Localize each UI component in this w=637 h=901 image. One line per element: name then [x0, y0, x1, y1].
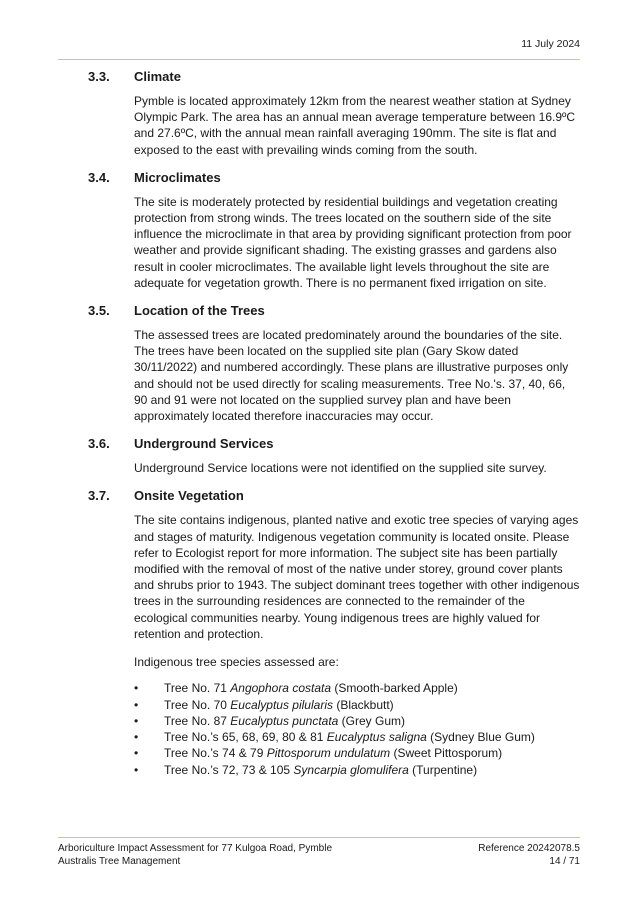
- header-date: 11 July 2024: [521, 38, 580, 50]
- species-tree-number: Tree No.’s 65, 68, 69, 80 & 81: [164, 730, 327, 745]
- species-list: [134, 680, 580, 778]
- species-botanical-name: Angophora costata: [230, 681, 332, 696]
- section-heading: [88, 436, 580, 458]
- section-title: Underground Services: [134, 436, 274, 452]
- section-number: 3.5.: [88, 303, 110, 319]
- footer-report-title: Arboriculture Impact Assessment for 77 Kulgoa Road, Pymble: [58, 843, 333, 854]
- section-paragraph: Underground Service locations were not identified on the supplied site survey.: [134, 461, 547, 476]
- species-list-item: [134, 713, 580, 729]
- section-paragraph: The site contains indigenous, planted native and exotic tree species of varying ages and stages of maturity. Indigenous vegetation community is located onsite. Please refer to Ecologist report for more information. The subject site has been partially modified with the removal of most of the native under storey, ground cover plants and shrubs prior to 1943. The subject dominant trees together with other indigenous trees in the surrounding residences are connected to the remainder of the ecological communities nearby. Young indigenous trees are highly valued for retention and protection.: [134, 513, 580, 641]
- footer-right: [478, 843, 580, 868]
- species-botanical-name: Eucalyptus saligna: [326, 730, 427, 745]
- species-botanical-name: Pittosporum undulatum: [266, 746, 391, 761]
- page-content: [88, 69, 580, 790]
- header-divider: [58, 59, 580, 60]
- section-paragraph: The assessed trees are located predominately around the boundaries of the site. The trees have been located on the supplied site plan (Gary Skow dated 30/11/2022) and numbered accordingly. These plans are illustrative purposes only and should not be used directly for scaling measurements. Tree No.'s. 37, 40, 66, 90 and 91 were not located on the supplied survey plan and have been approximately located therefore inaccuracies may occur.: [134, 328, 569, 424]
- species-list-item: [134, 745, 580, 761]
- section-heading: [88, 69, 580, 91]
- species-list-item: [134, 762, 580, 778]
- species-list-item: [134, 729, 580, 745]
- section-microclimates: [88, 170, 580, 291]
- species-tree-number: Tree No. 87: [164, 713, 231, 728]
- species-botanical-name: Eucalyptus pilularis: [230, 697, 333, 712]
- section-title: Location of the Trees: [134, 303, 265, 319]
- section-paragraph: Pymble is located approximately 12km from the nearest weather station at Sydney Olympic Park. The area has an annual mean average temperature between 16.9ºC and 27.6ºC, with the annual mean rainfall averaging 190mm. The site is flat and exposed to the east with prevailing winds coming from the south.: [134, 94, 576, 157]
- species-tree-number: Tree No.’s 72, 73 & 105: [164, 762, 294, 777]
- section-heading: [88, 170, 580, 192]
- species-botanical-name: Eucalyptus punctata: [230, 713, 339, 728]
- species-common-name: (Smooth-barked Apple): [331, 681, 458, 696]
- section-title: Onsite Vegetation: [134, 488, 244, 504]
- species-botanical-name: Syncarpia glomulifera: [293, 762, 409, 777]
- species-list-item: [134, 680, 580, 696]
- species-common-name: (Turpentine): [408, 762, 478, 777]
- section-number: 3.7.: [88, 488, 110, 504]
- footer-company: Australis Tree Management: [58, 855, 181, 867]
- species-tree-number: Tree No.’s 74 & 79: [164, 746, 267, 761]
- footer-divider: [58, 837, 580, 838]
- section-number: 3.4.: [88, 169, 110, 185]
- section-onsite-vegetation: [88, 488, 580, 778]
- species-common-name: (Grey Gum): [338, 713, 406, 728]
- species-common-name: (Sweet Pittosporum): [390, 746, 503, 761]
- section-climate: [88, 69, 580, 158]
- footer-reference: Reference 20242078.5: [478, 843, 580, 854]
- footer-left: [58, 843, 332, 868]
- species-list-item: [134, 697, 580, 713]
- section-number: 3.6.: [88, 436, 110, 452]
- section-title: Climate: [134, 69, 181, 84]
- species-common-name: (Blackbutt): [332, 697, 394, 712]
- section-title: Microclimates: [134, 169, 221, 185]
- species-intro: Indigenous tree species assessed are:: [134, 655, 339, 670]
- section-heading: [88, 303, 580, 325]
- section-underground-services: [88, 436, 580, 476]
- species-tree-number: Tree No. 71: [164, 681, 231, 696]
- section-location-of-trees: [88, 303, 580, 424]
- section-paragraph: The site is moderately protected by residential buildings and vegetation creating protection from strong winds. The trees located on the southern side of the site influence the microclimate in that area by providing significant protection from poor weather and provide significant shading. The existing grasses and gardens also result in cooler microclimates. The available light levels throughout the site are adequate for vegetation growth. There is no permanent fixed irrigation on site.: [134, 194, 572, 290]
- species-tree-number: Tree No. 70: [164, 697, 231, 712]
- section-heading: [88, 488, 580, 510]
- section-number: 3.3.: [88, 69, 110, 84]
- footer-page-number: 14 / 71: [549, 855, 580, 867]
- species-common-name: (Sydney Blue Gum): [426, 730, 535, 745]
